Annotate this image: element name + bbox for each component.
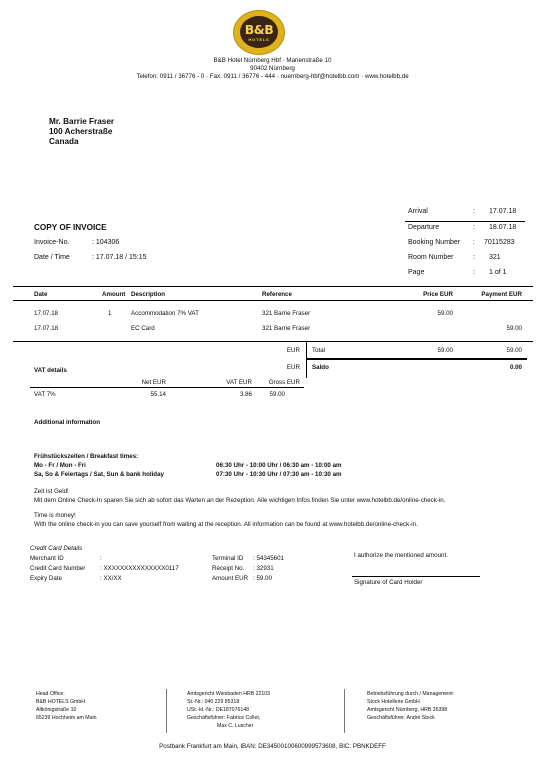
invoice-title: COPY OF INVOICE	[34, 223, 107, 232]
invoice-date-label: Date / Time	[34, 254, 70, 261]
vat-title: VAT details	[34, 367, 67, 374]
header-date: Date	[34, 291, 48, 298]
checkin-de-heading: Zeit ist Geld!	[34, 488, 69, 495]
credit-card-title: Credit Card Details	[30, 545, 83, 552]
total-currency: EUR	[286, 347, 300, 354]
total-underline	[306, 358, 527, 360]
footer-management	[367, 690, 454, 722]
breakfast-weekend-time: 07:30 Uhr - 10:30 Uhr / 07:30 am - 10:30 am	[216, 471, 342, 478]
expiry-label: Expiry Date	[30, 575, 62, 582]
bank-details: Postbank Frankfurt am Main, IBAN: DE34500100600999573608, BIC: PBNKDEFF	[159, 743, 386, 750]
breakfast-weekday-time: 06:30 Uhr - 10:00 Uhr / 06:30 am - 10:00 am	[216, 462, 342, 469]
checkin-de-text: Mit dem Online Check-In sparen Sie sich ab sofort das Warten an der Rezeption. Alle wichtigen Infos finden Sie unter www.hotelbb.de/online-check-in.	[34, 497, 446, 504]
footer-line: Amtsgericht Nürnberg, HRB 26398	[367, 707, 448, 713]
hotel-contact-line: Telefon: 0911 / 36776 - 0 · Fax: 0911 / 36776 - 444 · nuernberg-hbf@hotelbb.com · www.hotelbb.de	[136, 73, 409, 80]
footer-line: Stock Hotellerie GmbH	[367, 699, 420, 705]
total-price: 59.00	[437, 347, 453, 354]
logo-subtext: HOTELS	[248, 37, 270, 42]
vat-net-value: 55.14	[150, 391, 166, 398]
row-amount: 1	[108, 310, 112, 317]
merchant-id-label: Merchant ID	[30, 555, 64, 562]
row-date: 17.07.18	[34, 325, 59, 332]
footer-head-office	[36, 690, 97, 722]
card-number-label: Credit Card Number	[30, 565, 86, 572]
footer-line: Geschäftsführer: André Stock	[367, 715, 435, 721]
room-number-value: 321	[489, 254, 501, 261]
row-description: EC Card	[131, 325, 155, 332]
row-reference: 321 Barrie Fraser	[262, 325, 311, 332]
footer-line: 65239 Hochheim am Main	[36, 715, 97, 721]
booking-number-value: 70115283	[484, 239, 515, 246]
arrival-value: 17.07.18	[489, 208, 517, 215]
row-payment: 59.00	[506, 325, 522, 332]
row-price: 59.00	[437, 310, 453, 317]
departure-label: Departure	[408, 224, 440, 231]
departure-value: 18.07.18	[489, 224, 517, 231]
table-top-border	[13, 286, 533, 287]
receipt-no-value: : 32931	[253, 565, 274, 572]
hotel-city-line: 90402 Nürnberg	[250, 65, 295, 72]
signature-label: Signature of Card Holder	[354, 579, 423, 586]
recipient-country: Canada	[49, 137, 79, 146]
vat-gross-value: 59.00	[269, 391, 285, 398]
booking-number-label: Booking Number	[408, 239, 461, 246]
row-description: Accommodation 7% VAT	[131, 310, 199, 317]
checkin-en-text: With the online check-in you can save yourself from waiting at the reception. All information can be found at www.hotelbb.de/online-check-in.	[34, 521, 418, 528]
card-number-value: : XXXXXXXXXXXXXXX0117	[100, 565, 179, 572]
authorize-text: I authorize the mentioned amount.	[354, 552, 448, 559]
vat-header-net: Net EUR	[141, 379, 166, 386]
page-value: 1 of 1	[489, 269, 507, 276]
vat-header-gross: Gross EUR	[268, 379, 300, 386]
footer-line: Altkönigstraße 10	[36, 707, 77, 713]
header-description: Description	[131, 291, 166, 298]
footer-line: Head Office:	[36, 691, 65, 697]
header-amount: Amount	[102, 291, 126, 298]
header-payment: Payment EUR	[481, 291, 522, 298]
page-colon: :	[473, 269, 475, 276]
footer-divider	[166, 689, 167, 733]
total-payment: 59.00	[506, 347, 522, 354]
footer-line: St.-Nr.: 040 229 85318	[187, 699, 240, 705]
additional-info-title: Additional information	[34, 419, 100, 426]
hotel-address-line: B&B Hotel Nürnberg Hbf · Marienstraße 10	[213, 57, 332, 64]
merchant-id-value: :	[100, 555, 102, 562]
receipt-no-label: Receipt No.	[212, 565, 245, 572]
vat-header-vat: VAT EUR	[226, 379, 252, 386]
bb-hotels-logo	[233, 10, 285, 55]
signature-line	[352, 576, 480, 577]
footer-line: Betriebsführung durch / Management:	[367, 691, 455, 697]
footer-line: Amtsgericht Wiesbaden HRB 22103	[187, 691, 271, 697]
vat-header-line	[30, 387, 304, 388]
room-number-colon: :	[473, 254, 475, 261]
saldo-currency: EUR	[286, 364, 300, 371]
footer-line: Geschäftsführer: Fabrice Collet,	[187, 715, 261, 721]
row-reference: 321 Barrie Fraser	[262, 310, 311, 317]
table-bottom-border	[13, 341, 533, 342]
header-reference: Reference	[262, 291, 292, 298]
saldo-value: 0.00	[509, 364, 522, 371]
footer-line: Max C. Luscher	[217, 723, 254, 729]
invoice-no-label: Invoice-No.	[34, 239, 70, 246]
logo-mark: B&B	[244, 22, 274, 37]
recipient-street: 100 Acherstraße	[49, 127, 113, 136]
amount-eur-value: : 59.00	[253, 575, 272, 582]
amount-eur-label: Amount EUR	[212, 575, 249, 582]
saldo-label: Saldo	[312, 364, 329, 371]
footer-line: USt.-Id.-Nr.: DE187076148	[187, 707, 249, 713]
recipient-name: Mr. Barrie Fraser	[49, 117, 115, 126]
invoice-no-value: : 104306	[92, 239, 120, 246]
expiry-value: : XX/XX	[100, 575, 122, 582]
invoice-date-value: : 17.07.18 / 15:15	[92, 254, 147, 261]
table-header-border	[13, 300, 533, 301]
footer-divider	[344, 689, 345, 733]
breakfast-weekday-days: Mo - Fr / Mon - Fri	[34, 462, 86, 469]
room-number-label: Room Number	[408, 254, 454, 261]
vat-amount-value: 3.86	[239, 391, 252, 398]
checkin-en-heading: Time is money!	[34, 512, 76, 519]
arrival-label: Arrival	[408, 208, 428, 215]
vat-rate-label: VAT 7%	[34, 391, 56, 398]
terminal-id-label: Terminal ID	[212, 555, 244, 562]
total-label: Total	[312, 347, 326, 354]
booking-number-colon: :	[473, 239, 475, 246]
departure-colon: :	[473, 224, 475, 231]
row-date: 17.07.18	[34, 310, 59, 317]
stay-divider	[405, 221, 525, 222]
footer-line: B&B HOTELS GmbH	[36, 699, 86, 705]
page-label: Page	[408, 269, 425, 276]
header-price: Price EUR	[423, 291, 453, 298]
breakfast-title: Frühstückszeiten / Breakfast times:	[34, 453, 139, 460]
breakfast-weekend-days: Sa, So & Feiertags / Sat, Sun & bank holiday	[34, 471, 164, 478]
arrival-colon: :	[473, 208, 475, 215]
terminal-id-value: : 54345601	[253, 555, 284, 562]
footer-registration	[187, 690, 270, 730]
